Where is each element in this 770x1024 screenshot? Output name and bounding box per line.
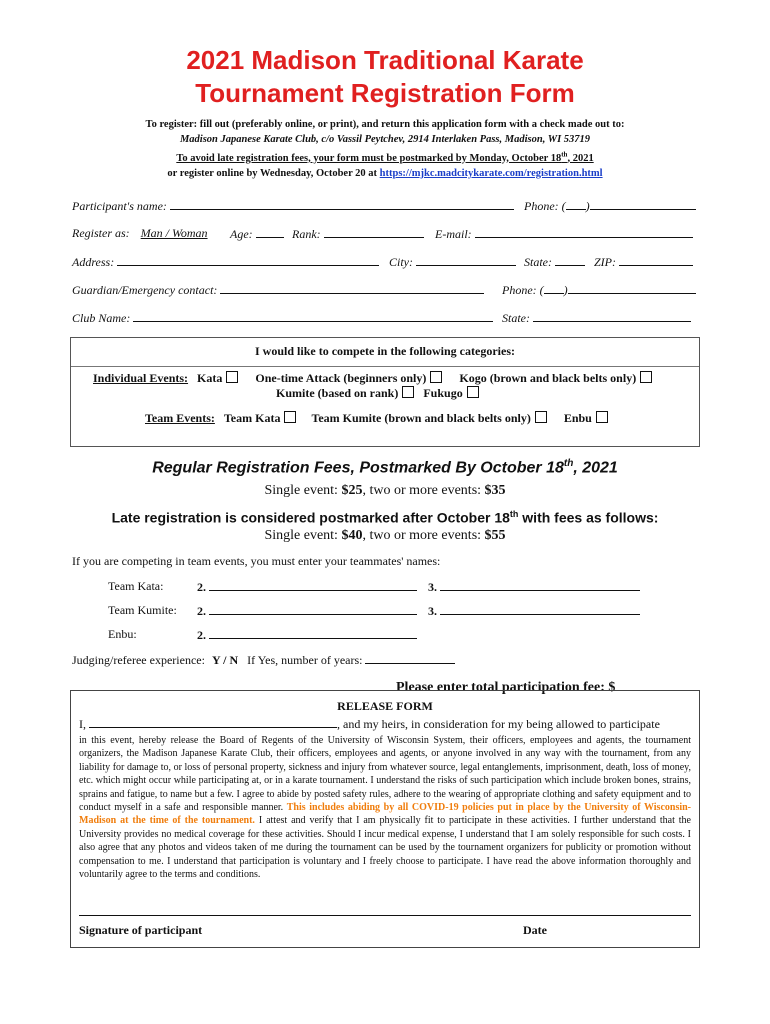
age-label: Age: — [230, 227, 253, 241]
club-state-input[interactable] — [533, 310, 691, 322]
team-kata-input-2[interactable] — [209, 579, 417, 591]
team-kata-label: Team Kata: — [108, 579, 164, 593]
one-time-attack-checkbox[interactable] — [430, 371, 442, 383]
release-name-input[interactable] — [89, 716, 337, 728]
one-time-attack-label: One-time Attack (beginners only) — [255, 371, 427, 385]
guardian-input[interactable] — [220, 282, 484, 294]
participant-name-input[interactable] — [170, 198, 514, 210]
team-kata-label: Team Kata — [223, 411, 281, 425]
team-kumite-label: Team Kumite (brown and black belts only) — [311, 411, 531, 425]
enbu-2 — [197, 627, 417, 643]
total-fee-label: Please enter total participation fee: $ — [396, 680, 616, 695]
city-input[interactable] — [416, 254, 516, 266]
guardian-label: Guardian/Emergency contact: — [72, 283, 218, 297]
address-field — [72, 254, 379, 270]
team-kata-num3: 3. — [428, 580, 437, 594]
title-line-1: 2021 Madison Traditional Karate — [186, 45, 584, 75]
late-fees-end: with fees as follows: — [518, 509, 659, 526]
club-name-label: Club Name: — [72, 311, 131, 325]
late-fees-sup: th — [509, 509, 519, 519]
kogo-checkbox[interactable] — [640, 371, 652, 383]
team-kumite-input-3[interactable] — [440, 603, 640, 615]
address-label: Address: — [72, 255, 115, 269]
fukugo-label: Fukugo — [423, 386, 463, 400]
phone-field — [524, 198, 696, 214]
team-kumite-num2: 2. — [197, 604, 206, 618]
intro-online-text: or register online by Wednesday, October 20 at — [167, 167, 380, 179]
late-fees-line — [0, 528, 770, 544]
phone2-input[interactable] — [568, 282, 696, 294]
page-title — [0, 44, 770, 110]
phone-input[interactable] — [590, 198, 696, 210]
intro-block — [0, 117, 770, 181]
late-multi-value: $55 — [484, 528, 506, 543]
phone2-area-input[interactable] — [544, 282, 564, 294]
kata-label: Kata — [197, 371, 223, 385]
age-input[interactable] — [256, 226, 284, 238]
enbu-input-2[interactable] — [209, 627, 417, 639]
participant-name-label: Participant's name: — [72, 199, 167, 213]
release-i-label: I, — [79, 717, 86, 731]
regular-fees-line — [0, 483, 770, 499]
release-title: RELEASE FORM — [337, 699, 433, 713]
team-kata-2 — [197, 579, 417, 595]
judging-years-label: If Yes, number of years: — [247, 653, 363, 667]
team-kata-num2: 2. — [197, 580, 206, 594]
team-events-label: Team Events: — [145, 411, 215, 425]
state-field — [524, 254, 585, 270]
rank-input[interactable] — [324, 226, 424, 238]
register-as-label: Register as: — [72, 226, 130, 240]
phone2-close: ) — [563, 283, 568, 297]
phone-label: Phone: ( — [524, 199, 566, 213]
judging-label: Judging/referee experience: — [72, 653, 205, 667]
categories-heading: I would like to compete in the following categories: — [255, 344, 515, 358]
kumite-label: Kumite (based on rank) — [276, 386, 399, 400]
late-single-label: Single event: — [264, 528, 342, 543]
guardian-field — [72, 282, 484, 298]
regular-fees-year: , 2021 — [573, 459, 618, 477]
zip-label: ZIP: — [594, 255, 616, 269]
club-name-input[interactable] — [133, 310, 493, 322]
title-line-2: Tournament Registration Form — [195, 78, 575, 108]
total-fee-input[interactable] — [615, 677, 687, 691]
signature-label: Signature of participant — [79, 923, 203, 937]
team-kumite-3 — [428, 603, 640, 619]
enbu-checkbox[interactable] — [596, 411, 608, 423]
register-options[interactable]: Man / Woman — [140, 226, 208, 240]
email-input[interactable] — [475, 226, 693, 238]
enbu-label: Enbu — [563, 411, 592, 425]
regular-fees-heading — [0, 458, 770, 477]
teammates-instruction: If you are competing in team events, you must enter your teammates' names: — [72, 554, 441, 568]
categories-divider — [71, 366, 699, 367]
team-kumite-2 — [197, 603, 417, 619]
intro-line-4 — [0, 166, 770, 181]
team-kumite-input-2[interactable] — [209, 603, 417, 615]
club-state-label: State: — [502, 311, 530, 325]
kata-checkbox[interactable] — [226, 371, 238, 383]
release-body-2: I attest and verify that I am physically fit to participate in these activities. I further understand that the University provides no medical coverage for these activities. Should I incur medical expense, I understand that I am solely responsible for such costs. I also agree that any photos and videos taken of me during the tournament can be used by the tournament organizers for publicity or promotion without compensation to me. I understand that participation is voluntary and I freely choose to participate. I have read the above information thoroughly and voluntarily agree to the terms and conditions. — [79, 815, 691, 881]
release-body-1: in this event, hereby release the Board of Regents of the University of Wisconsin System, their officers, employees and agents, the tournament organizers, the Madison Japanese Karate Club, their officers, employees and agents, or anyone involved in any way with the tournament, from any liability for damage to, or loss of personal property, sickness and injury from whatever source, legal entanglements, imprisonment, death, loss of money, etc. which might occur while participating at, or in a karate tournament. I understand the risks of such participation which include broken bones, strains, sprains and fatigue, to name but a few. I agree to abide by posted safety rules, adhere to the wearing of appropriate clothing and safety equipment and to conduct myself in a safe and responsible manner. — [79, 735, 691, 814]
kogo-label: Kogo (brown and black belts only) — [459, 371, 637, 385]
city-label: City: — [389, 255, 413, 269]
team-events-row — [145, 411, 608, 426]
release-covid-notice: This includes abiding by all COVID-19 policies put in place by the University of Wisconsin-Madison at the time of the tournament. — [79, 802, 692, 827]
intro-deadline — [0, 147, 770, 166]
age-field — [230, 226, 284, 242]
fukugo-checkbox[interactable] — [467, 386, 479, 398]
regular-single-value: $25 — [341, 483, 363, 498]
participant-name-field — [72, 198, 514, 214]
club-state-field — [502, 310, 691, 326]
release-line1-end: , and my heirs, in consideration for my being allowed to participate — [337, 717, 660, 731]
individual-events-row-2 — [276, 386, 479, 401]
release-form — [70, 690, 700, 948]
rank-label: Rank: — [292, 227, 321, 241]
phone2-field — [502, 282, 696, 298]
judging-years-input[interactable] — [365, 652, 455, 664]
regular-multi-label: , two or more events: — [362, 483, 485, 498]
signature-line[interactable] — [79, 915, 691, 916]
judging-row — [72, 652, 455, 668]
judging-yes-no[interactable]: Y / N — [211, 653, 239, 667]
phone-area-input[interactable] — [566, 198, 586, 210]
individual-events-row — [93, 371, 652, 386]
late-fees-heading — [0, 509, 770, 526]
release-first-line — [79, 716, 691, 732]
regular-fees-sup: th — [563, 458, 574, 469]
kumite-checkbox[interactable] — [402, 386, 414, 398]
team-kumite-label: Team Kumite: — [108, 603, 177, 617]
email-label: E-mail: — [435, 227, 472, 241]
intro-address: Madison Japanese Karate Club, c/o Vassil Peytchev, 2914 Interlaken Pass, Madison, WI 53719 — [179, 134, 591, 145]
register-as-field — [72, 226, 208, 241]
regular-multi-value: $35 — [484, 483, 506, 498]
state-input[interactable] — [555, 254, 585, 266]
zip-input[interactable] — [619, 254, 693, 266]
intro-deadline-text: To avoid late registration fees, your form must be postmarked by Monday, October 18th, 2021 — [176, 150, 594, 164]
release-body — [79, 734, 691, 881]
enbu-team-label: Enbu: — [108, 627, 137, 641]
club-name-field — [72, 310, 493, 326]
phone2-label: Phone: ( — [502, 283, 544, 297]
regular-fees-text: Regular Registration Fees, Postmarked By October 18 — [152, 459, 564, 477]
enbu-num2: 2. — [197, 628, 206, 642]
email-field — [435, 226, 693, 242]
late-fees-text: Late registration is considered postmarked after October 18 — [111, 509, 510, 526]
date-label: Date — [523, 923, 547, 937]
regular-single-label: Single event: — [264, 483, 342, 498]
categories-box — [70, 337, 700, 447]
team-kata-checkbox[interactable] — [284, 411, 296, 423]
late-single-value: $40 — [341, 528, 363, 543]
team-kata-input-3[interactable] — [440, 579, 640, 591]
intro-line-1: To register: fill out (preferably online, or print), and return this application form with a check made out to: — [145, 119, 625, 130]
rank-field — [292, 226, 424, 242]
phone-close: ) — [585, 199, 590, 213]
individual-events-label: Individual Events: — [93, 371, 189, 385]
team-kata-3 — [428, 579, 640, 595]
city-field — [389, 254, 516, 270]
team-kumite-num3: 3. — [428, 604, 437, 618]
late-multi-label: , two or more events: — [362, 528, 485, 543]
address-input[interactable] — [117, 254, 379, 266]
zip-field — [594, 254, 693, 270]
deadline-sup: th — [561, 150, 568, 158]
registration-link[interactable]: https://mjkc.madcitykarate.com/registration.html — [379, 167, 603, 179]
state-label: State: — [524, 255, 552, 269]
team-kumite-checkbox[interactable] — [535, 411, 547, 423]
